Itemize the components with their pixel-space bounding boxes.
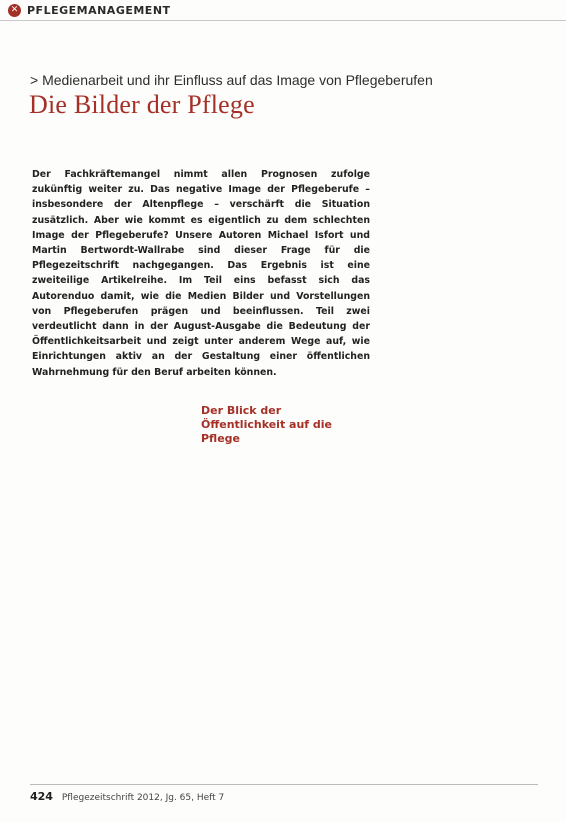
body-column-1 [30,369,188,781]
body-column-2 [201,440,359,822]
article-lead: Der Fachkräftemangel nimmt allen Prognosen zufolge zukünftig weiter zu. Das negative Image der Pflegeberufe – insbesondere der Altenpflege – verschärft die Situation zusätzlich. Aber wie kommt es eigentlich zu dem schlechten Image der Pflegeberufe? Unsere Autoren Michael Isfort und Martin Bertwordt-Wallrabe sind dieser Frage für die Pflegezeitschrift nachgegangen. Das Ergebnis ist eine zweiteilige Artikelreihe. Im Teil eins befasst sich das Autorenduo damit, wie die Medien Bilder und Vorstellungen von Pflegeberufen prägen und beeinflussen. Teil zwei verdeutlicht dann in der August-Ausgabe die Bedeutung der Öffentlichkeitsarbeit und zeigt unter anderem Wege auf, wie Einrichtungen aktiv an der Gestaltung einer öffentlichen Wahrnehmung für den Beruf arbeiten können. [32,169,370,378]
footer-rule [30,784,538,785]
body-column-3 [372,170,537,784]
x-circle-icon: ✕ [8,4,21,17]
section-header [0,0,566,22]
article-title: Die Bilder der Pflege [29,90,255,119]
article-kicker: > Medienarbeit und ihr Einfluss auf das Image von Pflegeberufen [30,72,433,88]
journal-reference: Pflegezeitschrift 2012, Jg. 65, Heft 7 [61,793,225,803]
header-rule [0,20,566,21]
section-label: PFLEGEMANAGEMENT [27,4,171,17]
section-subheading: Der Blick der Öffentlichkeit auf die Pflege [201,404,333,445]
page-number: 424 [30,790,53,803]
body-column-2-top [201,369,359,397]
page-footer [30,790,224,803]
